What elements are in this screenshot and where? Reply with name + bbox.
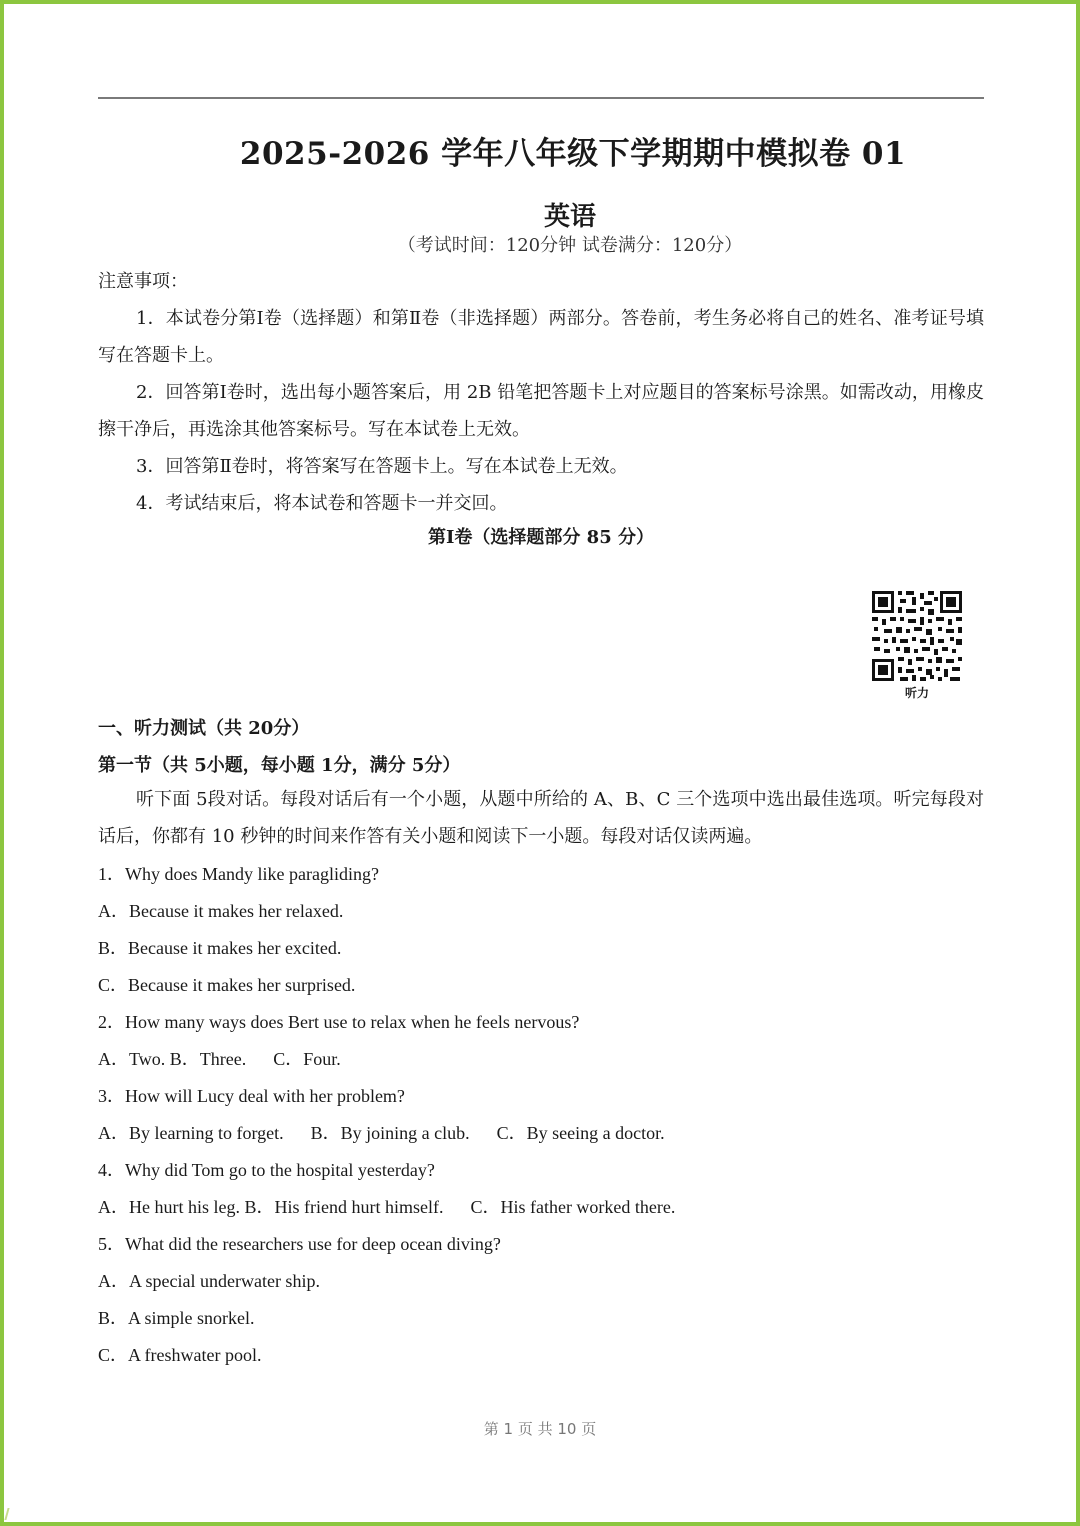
notice-title: 注意事项：	[98, 271, 188, 292]
answer-option: A．Because it makes her relaxed.	[98, 901, 344, 921]
corner-mark	[4, 1508, 17, 1520]
answer-option: C．Because it makes her surprised.	[98, 975, 356, 995]
exam-title: 2025-2026 学年八年级下学期期中模拟卷 01	[239, 136, 907, 172]
question-stem: 2．How many ways does Bert use to relax when he feels nervous?	[98, 1012, 580, 1032]
answer-options: A．Two. B．Three. C．Four.	[98, 1049, 341, 1069]
answer-option: B．Because it makes her excited.	[98, 938, 342, 958]
qr-caption: 听力	[904, 686, 929, 700]
notice-item: 4．考试结束后，将本试卷和答题卡一并交回。	[136, 493, 508, 514]
header-rule	[98, 97, 984, 99]
section-heading-listening: 一、听力测试（共 20分）	[98, 718, 310, 739]
subject-title: 英语	[543, 202, 596, 232]
answer-options: A．He hurt his leg. B．His friend hurt himself. C．His father worked there.	[98, 1197, 676, 1217]
answer-option: B．A simple snorkel.	[98, 1308, 255, 1328]
answer-options: A．By learning to forget. B．By joining a club. C．By seeing a doctor.	[98, 1123, 665, 1143]
answer-option: A．A special underwater ship.	[98, 1271, 320, 1291]
question-stem: 3．How will Lucy deal with her problem?	[98, 1086, 405, 1106]
question-stem: 5．What did the researchers use for deep ocean diving?	[98, 1234, 501, 1254]
qr-code-graphic	[870, 589, 964, 683]
question-stem: 4．Why did Tom go to the hospital yesterday?	[98, 1160, 435, 1180]
notice-item: 2．回答第Ⅰ卷时，选出每小题答案后，用 2B 铅笔把答题卡上对应题目的答案标号涂黑。如需改动，用橡皮擦干净后，再选涂其他答案标号。写在本试卷上无效。	[98, 382, 984, 440]
page-footer: 第 1 页 共 10 页	[483, 1420, 597, 1438]
subsection-heading: 第一节（共 5小题，每小题 1分，满分 5分）	[98, 755, 461, 776]
notice-item: 1．本试卷分第Ⅰ卷（选择题）和第Ⅱ卷（非选择题）两部分。答卷前，考生务必将自己的姓名、准考证号填写在答题卡上。	[98, 308, 984, 366]
exam-info: （考试时间：120分钟 试卷满分：120分）	[397, 235, 743, 256]
answer-option: C．A freshwater pool.	[98, 1345, 262, 1365]
notice-item: 3．回答第Ⅱ卷时，将答案写在答题卡上。写在本试卷上无效。	[136, 456, 628, 477]
part1-heading: 第Ⅰ卷（选择题部分 85 分）	[427, 527, 654, 548]
subsection-instructions: 听下面 5段对话。每段对话后有一个小题，从题中所给的 A、B、C 三个选项中选出最佳选项。听完每段对话后，你都有 10 秒钟的时间来作答有关小题和阅读下一小题。每段对话仅读两遍。	[98, 789, 984, 847]
question-stem: 1．Why does Mandy like paragliding?	[98, 864, 379, 884]
qr-code[interactable]	[870, 589, 964, 683]
